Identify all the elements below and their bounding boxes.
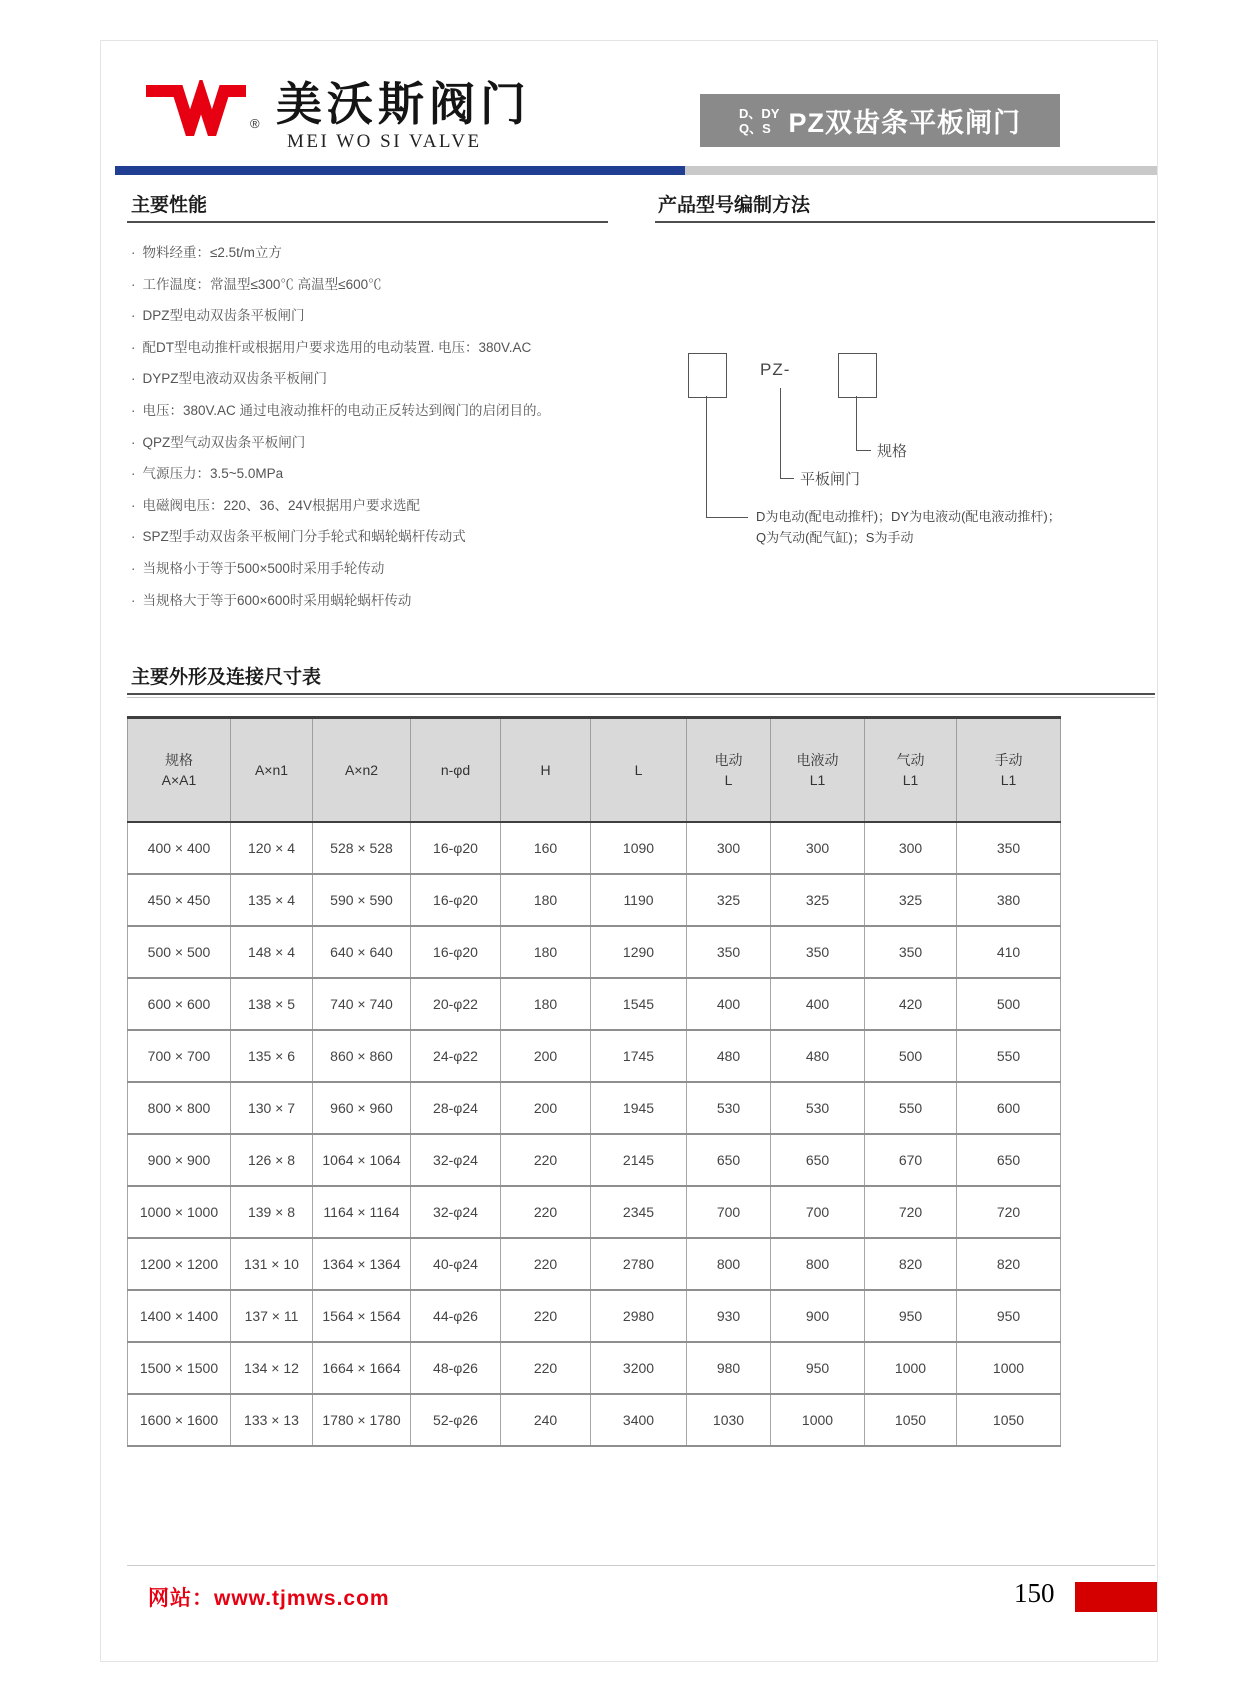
performance-item [131,458,550,490]
table-cell: 550 [957,1030,1061,1082]
bullet-glyph: · [131,402,136,418]
table-cell: 1200 × 1200 [128,1238,231,1290]
table-row [128,978,1061,1030]
table-cell: 350 [957,822,1061,874]
product-banner [700,94,1060,147]
diagram-line [706,396,707,517]
table-cell: 2145 [591,1134,687,1186]
table-cell: 200 [501,1082,591,1134]
table-cell: 600 [957,1082,1061,1134]
model-numbering-diagram [610,300,1190,570]
table-cell: 1400 × 1400 [128,1290,231,1342]
performance-item [131,521,550,553]
table-cell: 240 [501,1394,591,1446]
brand-name-cn: 美沃斯阀门 [276,79,531,130]
bullet-glyph: · [131,592,136,608]
table-cell: 950 [957,1290,1061,1342]
diagram-line [780,388,781,478]
table-cell: 16-φ20 [411,874,501,926]
table-cell: 800 [687,1238,771,1290]
performance-item-text: SPZ型手动双齿条平板闸门分手轮式和蜗轮蜗杆传动式 [142,529,466,545]
table-cell: 1564 × 1564 [313,1290,411,1342]
brand-logo-icon [146,80,246,141]
performance-item-text: 配DT型电动推杆或根据用户要求选用的电动装置. 电压：380V.AC [142,339,532,355]
performance-item-text: 当规格大于等于600×600时采用蜗轮蜗杆传动 [142,592,412,608]
table-cell: 52-φ26 [411,1394,501,1446]
table-cell: 20-φ22 [411,978,501,1030]
table-column-header: H [501,718,591,823]
table-cell: 800 × 800 [128,1082,231,1134]
table-cell: 930 [687,1290,771,1342]
bullet-glyph: · [131,529,136,545]
table-cell: 960 × 960 [313,1082,411,1134]
table-cell: 380 [957,874,1061,926]
table-cell: 220 [501,1342,591,1394]
header-divider-gray [685,166,1157,175]
table-row [128,1186,1061,1238]
table-cell: 3200 [591,1342,687,1394]
bullet-glyph: · [131,371,136,387]
table-cell: 133 × 13 [231,1394,313,1446]
performance-item-text: 电压：380V.AC 通过电液动推杆的电动正反转达到阀门的启闭目的。 [142,402,551,418]
table-cell: 325 [865,874,957,926]
table-cell: 180 [501,978,591,1030]
dimension-table-heading-rule [127,693,1155,695]
table-cell: 16-φ20 [411,926,501,978]
performance-list [131,237,550,616]
brand-name-en: MEI WO SI VALVE [287,131,482,152]
table-cell: 500 [865,1030,957,1082]
model-method-heading-rule [655,221,1155,223]
table-cell: 325 [687,874,771,926]
table-cell: 600 × 600 [128,978,231,1030]
dimension-table [127,716,1061,1447]
table-cell: 1050 [865,1394,957,1446]
table-cell: 820 [865,1238,957,1290]
table-cell: 480 [687,1030,771,1082]
table-row [128,1030,1061,1082]
table-cell: 300 [771,822,865,874]
table-column-header: A×n1 [231,718,313,823]
table-cell: 220 [501,1290,591,1342]
page-number: 150 [1014,1578,1055,1608]
bullet-glyph: · [131,497,136,513]
table-cell: 700 [771,1186,865,1238]
table-cell: 800 [771,1238,865,1290]
drive-code-note-line2: Q为气动(配气缸)；S为手动 [756,529,914,545]
page-number-red-block [1075,1582,1157,1612]
performance-item [131,237,550,269]
table-cell: 670 [865,1134,957,1186]
table-cell: 1780 × 1780 [313,1394,411,1446]
diagram-line [856,450,871,451]
table-cell: 900 [771,1290,865,1342]
table-cell: 650 [771,1134,865,1186]
table-column-header: 规格 A×A1 [128,718,231,823]
table-cell: 1745 [591,1030,687,1082]
table-cell: 400 [687,978,771,1030]
table-cell: 139 × 8 [231,1186,313,1238]
table-cell: 740 × 740 [313,978,411,1030]
performance-item-text: 气源压力：3.5~5.0MPa [142,466,284,482]
performance-item [131,363,550,395]
spec-code-box [838,353,877,398]
table-row [128,1238,1061,1290]
table-cell: 1000 [957,1342,1061,1394]
table-column-header: 手动 L1 [957,718,1061,823]
performance-heading: 主要性能 [131,195,208,216]
valve-type-label: 平板闸门 [800,471,861,488]
table-cell: 1364 × 1364 [313,1238,411,1290]
table-cell: 700 [687,1186,771,1238]
table-cell: 590 × 590 [313,874,411,926]
table-cell: 40-φ24 [411,1238,501,1290]
table-cell: 148 × 4 [231,926,313,978]
performance-item-text: QPZ型气动双齿条平板闸门 [142,434,306,450]
bullet-glyph: · [131,276,136,292]
table-cell: 1545 [591,978,687,1030]
table-cell: 2980 [591,1290,687,1342]
table-cell: 410 [957,926,1061,978]
table-cell: 500 × 500 [128,926,231,978]
bullet-glyph: · [131,245,136,260]
table-cell: 420 [865,978,957,1030]
table-cell: 2780 [591,1238,687,1290]
drive-code-note-line1: D为电动(配电动推杆)；DY为电液动(配电液动推杆)； [756,509,1061,524]
table-cell: 44-φ26 [411,1290,501,1342]
performance-item-text: 当规格小于等于500×500时采用手轮传动 [142,560,385,576]
table-cell: 350 [865,926,957,978]
performance-item [131,332,550,364]
table-cell: 1290 [591,926,687,978]
model-prefix: PZ- [760,360,791,379]
table-cell: 134 × 12 [231,1342,313,1394]
drive-code-note [756,507,1061,548]
table-cell: 135 × 4 [231,874,313,926]
diagram-line [780,478,794,479]
table-cell: 820 [957,1238,1061,1290]
table-cell: 300 [687,822,771,874]
bullet-glyph: · [131,339,136,355]
performance-item [131,395,550,427]
spec-label: 规格 [877,443,908,460]
table-row [128,1134,1061,1186]
table-cell: 530 [771,1082,865,1134]
table-cell: 1190 [591,874,687,926]
website-link[interactable]: 网站：www.tjmws.com [148,1587,390,1610]
table-cell: 720 [957,1186,1061,1238]
performance-item-text: 工作温度：常温型≤300℃ 高温型≤600℃ [142,276,382,292]
table-cell: 1064 × 1064 [313,1134,411,1186]
bullet-glyph: · [131,560,136,576]
table-cell: 137 × 11 [231,1290,313,1342]
table-cell: 950 [771,1342,865,1394]
table-cell: 350 [771,926,865,978]
table-cell: 130 × 7 [231,1082,313,1134]
performance-item [131,300,550,332]
table-cell: 138 × 5 [231,978,313,1030]
table-cell: 160 [501,822,591,874]
table-row [128,822,1061,874]
table-cell: 16-φ20 [411,822,501,874]
table-cell: 32-φ24 [411,1186,501,1238]
table-cell: 400 × 400 [128,822,231,874]
performance-item [131,585,550,617]
performance-item-text: DYPZ型电液动双齿条平板闸门 [142,371,328,387]
table-cell: 1000 [771,1394,865,1446]
performance-heading-rule [127,221,608,223]
table-cell: 32-φ24 [411,1134,501,1186]
table-cell: 220 [501,1186,591,1238]
table-row [128,926,1061,978]
diagram-line [856,396,857,450]
table-row [128,1290,1061,1342]
drive-code-box [688,353,727,398]
table-row [128,1394,1061,1446]
table-cell: 350 [687,926,771,978]
table-cell: 131 × 10 [231,1238,313,1290]
footer-divider [127,1565,1155,1566]
table-cell: 180 [501,926,591,978]
diagram-line [706,517,748,518]
table-row [128,1082,1061,1134]
table-cell: 126 × 8 [231,1134,313,1186]
bullet-glyph: · [131,466,136,482]
registered-trademark-icon: ® [250,116,260,131]
table-column-header: 电动 L [687,718,771,823]
table-cell: 700 × 700 [128,1030,231,1082]
table-row [128,874,1061,926]
table-column-header: L [591,718,687,823]
table-cell: 1945 [591,1082,687,1134]
banner-codes-line1: D、DY [739,105,780,121]
table-cell: 480 [771,1030,865,1082]
table-cell: 1000 [865,1342,957,1394]
header-divider-blue [115,166,685,175]
performance-item-text: DPZ型电动双齿条平板闸门 [142,308,305,324]
table-cell: 1664 × 1664 [313,1342,411,1394]
table-cell: 1090 [591,822,687,874]
table-cell: 1164 × 1164 [313,1186,411,1238]
banner-title: PZ双齿条平板闸门 [788,108,1021,138]
table-cell: 48-φ26 [411,1342,501,1394]
table-cell: 860 × 860 [313,1030,411,1082]
table-cell: 950 [865,1290,957,1342]
table-cell: 200 [501,1030,591,1082]
table-cell: 3400 [591,1394,687,1446]
performance-item [131,553,550,585]
table-cell: 400 [771,978,865,1030]
dimension-table-body [128,822,1061,1446]
table-column-header: A×n2 [313,718,411,823]
performance-item [131,490,550,522]
banner-codes-line2: Q、S [739,120,771,136]
banner-type-codes [739,106,779,136]
table-cell: 1030 [687,1394,771,1446]
table-header-row [128,718,1061,823]
table-cell: 2345 [591,1186,687,1238]
table-cell: 1000 × 1000 [128,1186,231,1238]
table-cell: 220 [501,1238,591,1290]
table-cell: 135 × 6 [231,1030,313,1082]
performance-item [131,427,550,459]
table-column-header: 气动 L1 [865,718,957,823]
performance-item-text: 电磁阀电压：220、36、24V根据用户要求选配 [142,497,421,513]
table-row [128,1342,1061,1394]
table-cell: 650 [957,1134,1061,1186]
table-cell: 980 [687,1342,771,1394]
table-cell: 640 × 640 [313,926,411,978]
table-cell: 528 × 528 [313,822,411,874]
table-cell: 120 × 4 [231,822,313,874]
table-cell: 900 × 900 [128,1134,231,1186]
table-column-header: 电液动 L1 [771,718,865,823]
table-cell: 450 × 450 [128,874,231,926]
table-cell: 550 [865,1082,957,1134]
table-cell: 1050 [957,1394,1061,1446]
bullet-glyph: · [131,308,136,324]
performance-item [131,269,550,301]
dimension-table-heading-rule-light [127,697,1155,698]
table-cell: 28-φ24 [411,1082,501,1134]
table-column-header: n-φd [411,718,501,823]
table-cell: 650 [687,1134,771,1186]
table-cell: 325 [771,874,865,926]
performance-item-text: 物料经重：≤2.5t/m立方 [142,245,282,260]
table-cell: 180 [501,874,591,926]
table-cell: 24-φ22 [411,1030,501,1082]
table-cell: 220 [501,1134,591,1186]
table-cell: 720 [865,1186,957,1238]
bullet-glyph: · [131,434,136,450]
table-cell: 500 [957,978,1061,1030]
table-cell: 530 [687,1082,771,1134]
table-cell: 300 [865,822,957,874]
table-cell: 1600 × 1600 [128,1394,231,1446]
model-method-heading: 产品型号编制方法 [658,195,811,216]
table-cell: 1500 × 1500 [128,1342,231,1394]
dimension-table-heading: 主要外形及连接尺寸表 [131,667,322,688]
dimension-table-head [128,718,1061,823]
